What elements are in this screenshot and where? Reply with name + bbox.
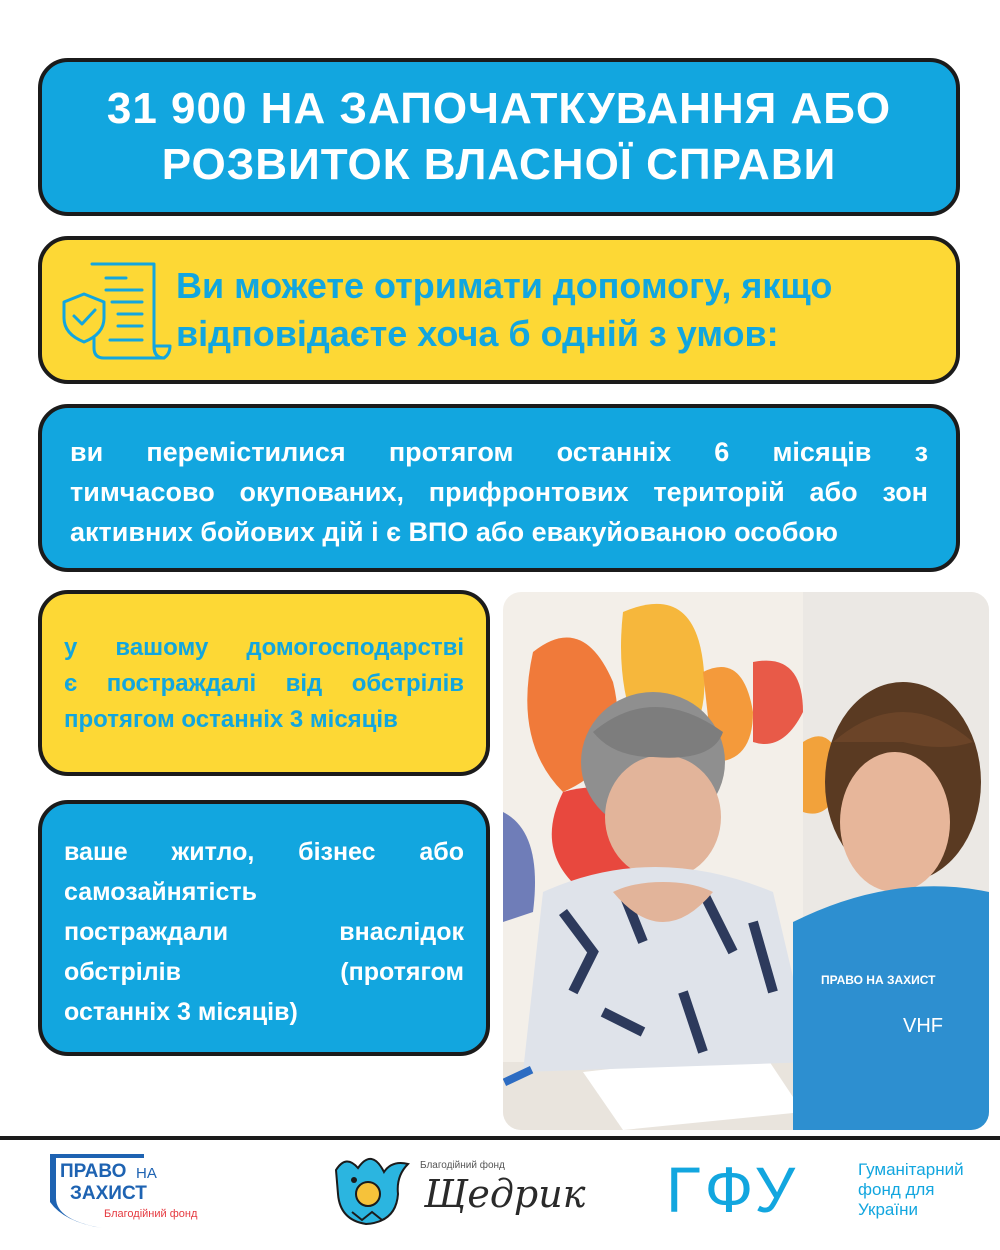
consultation-photo: [503, 592, 989, 1130]
conditions-header-line-1: Ви можете отримати допомогу, якщо: [176, 265, 833, 306]
condition-line: є постраждалі від обстрілів: [64, 670, 464, 697]
footer-divider: [0, 1136, 1000, 1140]
condition-line: ви перемістилися протягом останніх 6 місяців з: [70, 437, 928, 467]
logo-shchedryk: [332, 1150, 586, 1230]
condition-line: тимчасово окупованих, прифронтових територій або зон: [70, 477, 928, 507]
condition-line: постраждали внаслідок: [64, 918, 464, 946]
condition-line: активних бойових дій і є ВПО або евакуйованою особою: [70, 517, 838, 547]
condition-line: останніх 3 місяців): [64, 998, 298, 1026]
conditions-header-line-2: відповідаєте хоча б одній з умов:: [176, 313, 779, 354]
condition-line: у вашому домогосподарстві: [64, 634, 464, 661]
logo3-abbr: ГФУ: [666, 1154, 800, 1226]
title-line-2: РОЗВИТОК ВЛАСНОЇ СПРАВИ: [161, 140, 837, 189]
logo1-word-na: НА: [136, 1165, 157, 1182]
condition-box-household: [38, 590, 490, 776]
conditions-header-text: [176, 262, 956, 358]
title-line-1: 31 900 НА ЗАПОЧАТКУВАННЯ АБО: [106, 84, 892, 133]
condition-box-property: [38, 800, 490, 1056]
logo3-line-1: Гуманітарний: [858, 1160, 964, 1179]
logo3-line-2: фонд для: [858, 1180, 935, 1199]
logo-pravo-na-zakhyst: [44, 1148, 204, 1230]
conditions-header-box: [38, 236, 960, 384]
logo1-word-2: ЗАХИСТ: [70, 1183, 147, 1204]
logo1-word-1: ПРАВО: [60, 1161, 127, 1182]
condition-line: ваше житло, бізнес або: [64, 838, 464, 866]
logo3-fullname: [858, 1160, 998, 1220]
shirt-vhf-text: VHF: [903, 1015, 943, 1037]
logo3-line-3: України: [858, 1200, 918, 1219]
condition-text: [70, 432, 928, 552]
condition-text: [64, 832, 464, 1032]
logo-gfu: [666, 1150, 996, 1230]
title-banner: [38, 58, 960, 216]
page-title: [107, 81, 891, 193]
condition-box-displaced: [38, 404, 960, 572]
photo-illustration: [503, 592, 989, 1130]
condition-text: [64, 630, 464, 738]
condition-line: самозайнятість: [64, 878, 257, 906]
bird-logo-icon: [332, 1150, 412, 1230]
condition-line: обстрілів (протягом: [64, 958, 464, 986]
condition-line: протягом останніх 3 місяців: [64, 706, 398, 733]
shirt-logo-text: ПРАВО НА ЗАХИСТ: [821, 973, 936, 987]
logo1-subtitle: Благодійний фонд: [104, 1208, 198, 1220]
logo2-subtitle: Благодійний фонд: [420, 1160, 505, 1171]
document-shield-icon: [62, 256, 172, 368]
logo2-name: Щедрик: [424, 1172, 586, 1216]
